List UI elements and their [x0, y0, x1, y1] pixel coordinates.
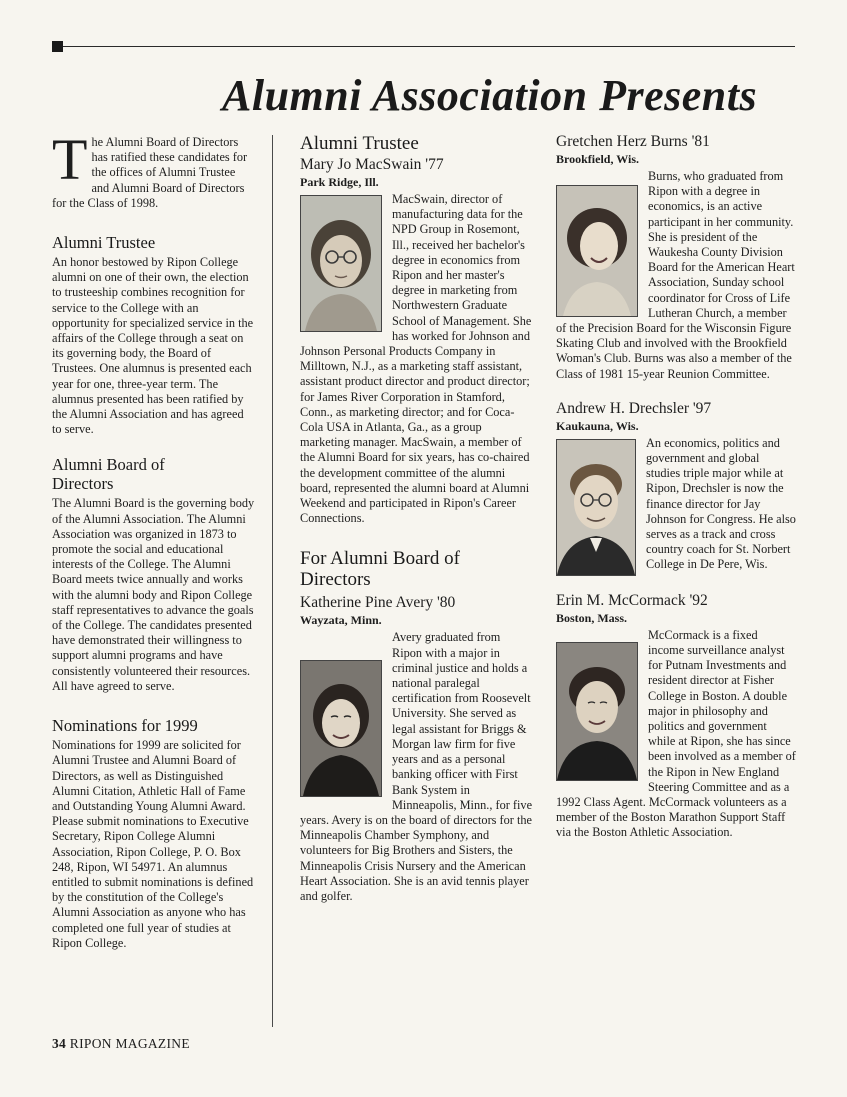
section-body: The Alumni Board is the governing body of the Alumni Association. The Alumni Association was organized in 1873 to promote the social and educational interests of the College. The Alumni Board meets twice annually and works with the alumni body and Ripon College staff representatives to advance the goals of the College. The candidates presented have demonstrated their willingness to support alumni programs and have consistently volunteered their resources. All have agreed to serve.: [52, 496, 255, 693]
portrait-photo-macswain: [300, 195, 382, 332]
page-footer: [52, 1036, 190, 1052]
page-title: Alumni Association Presents: [222, 71, 758, 120]
intro-text: he Alumni Board of Directors has ratified these candidates for the offices of Alumni Trustee and Alumni Board of Directors for the Class of 1998.: [52, 135, 248, 210]
section-heading: Alumni Trustee: [300, 133, 419, 154]
portrait-photo-avery: [300, 660, 382, 797]
column-divider: [272, 135, 273, 1027]
candidate-location: Boston, Mass.: [556, 610, 628, 625]
intro-paragraph: [52, 127, 255, 211]
candidate-bio: MacSwain, director of manufacturing data for the NPD Group in Rosemont, Ill., received her bachelor's degree in economics from Ripon and her master's degree in marketing from Northwestern Graduate School of Management. She has worked for Johnson and Johnson Personal Products Company in Milltown, N.J., as a marketing staff assistant, assistant product director and product director; for James River Corporation in Stamford, Conn., as marketing director; and for Coca-Cola USA in Atlanta, Ga., as a group marketing manager. MacSwain, a member of the Alumni Board for six years, has co-chaired the development committee of the alumni board, represented the alumni board at Alumni Weekend and participated in Ripon's Career Connections.: [300, 192, 532, 526]
section-heading: Nominations for 1999: [52, 716, 198, 736]
candidate-name: Mary Jo MacSwain '77: [300, 156, 444, 173]
candidate-name: Erin M. McCormack '92: [556, 591, 708, 609]
trustee-column: [300, 133, 533, 904]
section-body: Nominations for 1999 are solicited for Alumni Trustee and Alumni Board of Directors, as well as Distinguished Alumni Citation, Athletic Hall of Fame and Outstanding Young Alumni Award. Please submit nominations to Executive Secretary, Ripon College Alumni Association, Ripon College, P. O. Box 248, Ripon, WI 54971. An alumnus entitled to submit nominations is defined by the constitution of the College's Alumni Association as anyone who has completed one full year of studies at Ripon College.: [52, 738, 254, 950]
section-heading: Alumni Trustee: [52, 233, 156, 253]
candidate-name: Gretchen Herz Burns '81: [556, 133, 710, 150]
header-rule-square: [52, 41, 63, 52]
page-number: 34: [52, 1036, 67, 1051]
intro-column: [52, 127, 255, 951]
candidate-location: Wayzata, Minn.: [300, 613, 382, 628]
candidate-location: Park Ridge, Ill.: [300, 175, 379, 189]
candidate-bio: McCormack is a fixed income surveillance analyst for Putnam Investments and resident director at Fisher College in Boston. A double major in philosophy and politics and government while at Ripon, she has since been involved as a member of the Ripon in New England Steering Committee and as a 1992 Class Agent. McCormack volunteers as a member of the Boston Marathon Support Staff via the Boston Athletic Association.: [556, 627, 796, 840]
board-candidates-column: [556, 133, 796, 841]
section-heading: Alumni Board of Directors: [52, 455, 165, 494]
drop-cap: T: [52, 127, 88, 192]
header-rule: [63, 46, 795, 47]
candidate-bio: Burns, who graduated from Ripon with a degree in economics, is an active participant in her community. She is president of the Waukesha County Division Board for the American Heart Association, Sunday school coordinator for Cross of Life Lutheran Church, a member of the Precision Board for the Wisconsin Figure Skating Club and involved with the Brookfield Woman's Club. Burns was also a member of the Class of 1981 15-year Reunion Committee.: [556, 169, 795, 381]
candidate-location: Kaukauna, Wis.: [556, 418, 639, 433]
portrait-photo-drechsler: [556, 439, 636, 576]
portrait-photo-burns: [556, 185, 638, 317]
section-body: An honor bestowed by Ripon College alumni on one of their own, the election to trusteeship combines recognition for service to the College with an opportunity for specialized service in the affairs of the College through a seat on its governing body, the Board of Trustees. One alumnus is presented each year for one, three-year term. The alumnus presented has been ratified by the Alumni Association and has agreed to serve.: [52, 255, 254, 437]
candidate-bio: Avery graduated from Ripon with a major in criminal justice and holds a national paralegal certification from Roosevelt University. She served as legal assistant for Briggs & Morgan law firm for five years and as a personal banking officer with First Bank System in Minneapolis, Minn., for five years. Avery is on the board of directors for the Minneapolis Chamber Symphony, and volunteers for Big Brothers and Sisters, the Minneapolis Crisis Nursery and the American Heart Association. She is an avid tennis player and golfer.: [300, 630, 533, 903]
magazine-name: RIPON MAGAZINE: [69, 1036, 190, 1051]
candidate-bio: An economics, politics and government and global studies triple major while at Ripon, Drechsler is now the finance director for Jay Johnson for Congress. He also serves as a track and cross country coach for St. Norbert College in De Pere, Wis.: [556, 436, 796, 573]
section-heading: For Alumni Board of Directors: [300, 548, 460, 591]
candidate-location: Brookfield, Wis.: [556, 152, 640, 166]
portrait-photo-mccormack: [556, 642, 638, 781]
candidate-name: Katherine Pine Avery '80: [300, 594, 456, 612]
candidate-name: Andrew H. Drechsler '97: [556, 399, 712, 417]
